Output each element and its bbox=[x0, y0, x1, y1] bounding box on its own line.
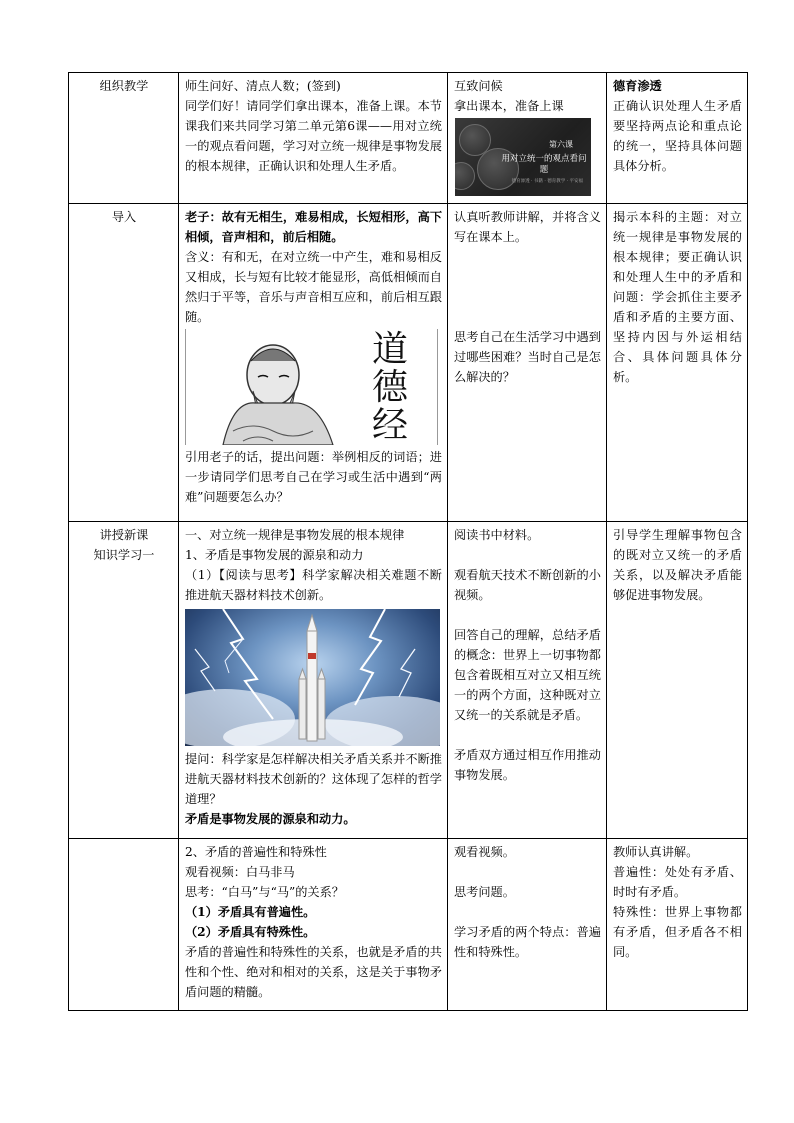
student-text: 思考问题。 bbox=[454, 885, 515, 899]
book-char: 经 bbox=[371, 405, 408, 445]
reading-prompt: （1）【阅读与思考】科学家解决相关难题不断推进航天器材料技术创新。 bbox=[185, 568, 442, 602]
student-text: 拿出课本，准备上课 bbox=[454, 99, 564, 113]
laozi-quote bbox=[185, 207, 442, 247]
student-activity-cell bbox=[448, 73, 607, 204]
stage-cell bbox=[69, 73, 179, 204]
laozi-image bbox=[185, 329, 438, 445]
stage-label: 讲授新课 bbox=[99, 528, 149, 542]
row-new-lesson bbox=[69, 522, 748, 839]
row-introduction bbox=[69, 204, 748, 522]
laozi-portrait bbox=[203, 331, 353, 445]
teacher-question: 引用老子的话，提出问题：举例相反的词语；进一步请同学们思考自己在学习或生活中遇到“两难”问题要怎么办？ bbox=[185, 450, 442, 504]
quote-prefix: 老子： bbox=[185, 210, 222, 224]
conclusion: 矛盾是事物发展的源泉和动力。 bbox=[185, 812, 356, 826]
design-intent-cell bbox=[607, 522, 748, 839]
teacher-text: 同学们好！请同学们拿出课本，准备上课。本节课我们来共同学习第二单元第6课——用对立统一的观点看问题，学习对立统一规律是事物发展的根本规律，正确认识和处理人生矛盾。 bbox=[185, 99, 442, 173]
book-char: 德 bbox=[371, 367, 408, 408]
student-text: 回答自己的理解，总结矛盾的概念：世界上一切事物都包含着既相互对立又相互统一的两个方面，这种既对立又统一的关系就是矛盾。 bbox=[454, 628, 601, 722]
decor-circle bbox=[455, 162, 475, 190]
stage-label: 组织教学 bbox=[99, 79, 149, 93]
slide-title: 用对立统一的观点看问题 bbox=[501, 154, 587, 175]
student-text: 学习矛盾的两个特点：普遍性和特殊性。 bbox=[454, 925, 601, 959]
daodejing-title bbox=[365, 331, 415, 445]
teacher-activity-cell bbox=[179, 839, 448, 1011]
student-activity-cell bbox=[448, 839, 607, 1011]
student-text: 观看航天技术不断创新的小视频。 bbox=[454, 568, 601, 602]
design-text: 揭示本科的主题：对立统一规律是事物发展的根本规律；要正确认识和处理人生中的矛盾和问题：学会抓住主要矛盾和矛盾的主要方面、坚持内因与外运相结合、具体问题具体分析。 bbox=[613, 210, 742, 384]
quote-meaning: 含义：有和无，在对立统一中产生，难和易相反又相成，长与短有比较才能显形，高低相倾而自然归于平等，音乐与声音相互应和，前后相互跟随。 bbox=[185, 250, 442, 324]
rocket-illustration bbox=[185, 609, 440, 746]
student-text: 互致问候 bbox=[454, 79, 503, 93]
lesson-plan-table bbox=[68, 72, 748, 1011]
design-text: 引导学生理解事物包含的既对立又统一的矛盾关系，以及解决矛盾能够促进事物发展。 bbox=[613, 528, 742, 602]
student-text: 阅读书中材料。 bbox=[454, 528, 540, 542]
section-heading: 一、对立统一规律是事物发展的根本规律 bbox=[185, 528, 405, 542]
thinking-question: 思考：“白马”与“马”的关系？ bbox=[185, 885, 344, 899]
stage-cell bbox=[69, 204, 179, 522]
stage-cell bbox=[69, 522, 179, 839]
teacher-activity-cell bbox=[179, 204, 448, 522]
student-activity-cell bbox=[448, 204, 607, 522]
stage-label: 导入 bbox=[111, 210, 137, 224]
slide-thumbnail bbox=[455, 118, 591, 196]
video-title: 观看视频：白马非马 bbox=[185, 865, 295, 879]
stage-label: 知识学习一 bbox=[93, 548, 155, 562]
summary-text: 矛盾的普遍性和特殊性的关系，也就是矛盾的共性和个性、绝对和相对的关系，这是关于事物矛盾问题的精髓。 bbox=[185, 945, 442, 999]
teacher-activity-cell bbox=[179, 73, 448, 204]
stage-cell bbox=[69, 839, 179, 1011]
subsection-heading: 1、矛盾是事物发展的源泉和动力 bbox=[185, 548, 364, 562]
student-text: 矛盾双方通过相互作用推动事物发展。 bbox=[454, 748, 601, 782]
design-intent-cell bbox=[607, 839, 748, 1011]
row-universality bbox=[69, 839, 748, 1011]
design-text: 正确认识处理人生矛盾要坚持两点论和重点论的统一，坚持具体问题具体分析。 bbox=[613, 99, 742, 173]
student-text: 思考自己在生活学习中遇到过哪些困难？当时自己是怎么解决的？ bbox=[454, 330, 601, 384]
slide-lesson: 第六课 bbox=[549, 140, 573, 149]
teacher-activity-cell bbox=[179, 522, 448, 839]
design-intent-cell bbox=[607, 204, 748, 522]
design-title: 德育渗透 bbox=[613, 79, 662, 93]
row-organize bbox=[69, 73, 748, 204]
design-text: 特殊性：世界上事物都有矛盾，但矛盾各不相同。 bbox=[613, 905, 742, 959]
key-point: （1）矛盾具有普遍性。 bbox=[185, 905, 316, 919]
image-left-border bbox=[185, 329, 186, 445]
design-intent-cell bbox=[607, 73, 748, 204]
student-activity-cell bbox=[448, 522, 607, 839]
design-text: 教师认真讲解。 bbox=[613, 845, 699, 859]
quote-text: 故有无相生，难易相成，长短相形，高下相倾，音声相和，前后相随。 bbox=[185, 210, 443, 244]
teacher-question: 提问：科学家是怎样解决相关矛盾关系并不断推进航天器材料技术创新的？这体现了怎样的哲学道理？ bbox=[185, 752, 442, 806]
book-char: 道 bbox=[371, 329, 408, 370]
rocket-image bbox=[185, 609, 440, 746]
design-text: 普遍性：处处有矛盾、时时有矛盾。 bbox=[613, 865, 742, 899]
subsection-heading: 2、矛盾的普遍性和特殊性 bbox=[185, 845, 327, 859]
student-text: 认真听教师讲解，并将含义写在课本上。 bbox=[454, 210, 601, 244]
student-text: 观看视频。 bbox=[454, 845, 515, 859]
slide-footer: 德育渗透 · 书籍 · 德育教学 · 平安福 bbox=[511, 179, 583, 184]
teacher-text: 师生问好、清点人数；(签到) bbox=[185, 79, 341, 93]
key-point: （2）矛盾具有特殊性。 bbox=[185, 925, 316, 939]
